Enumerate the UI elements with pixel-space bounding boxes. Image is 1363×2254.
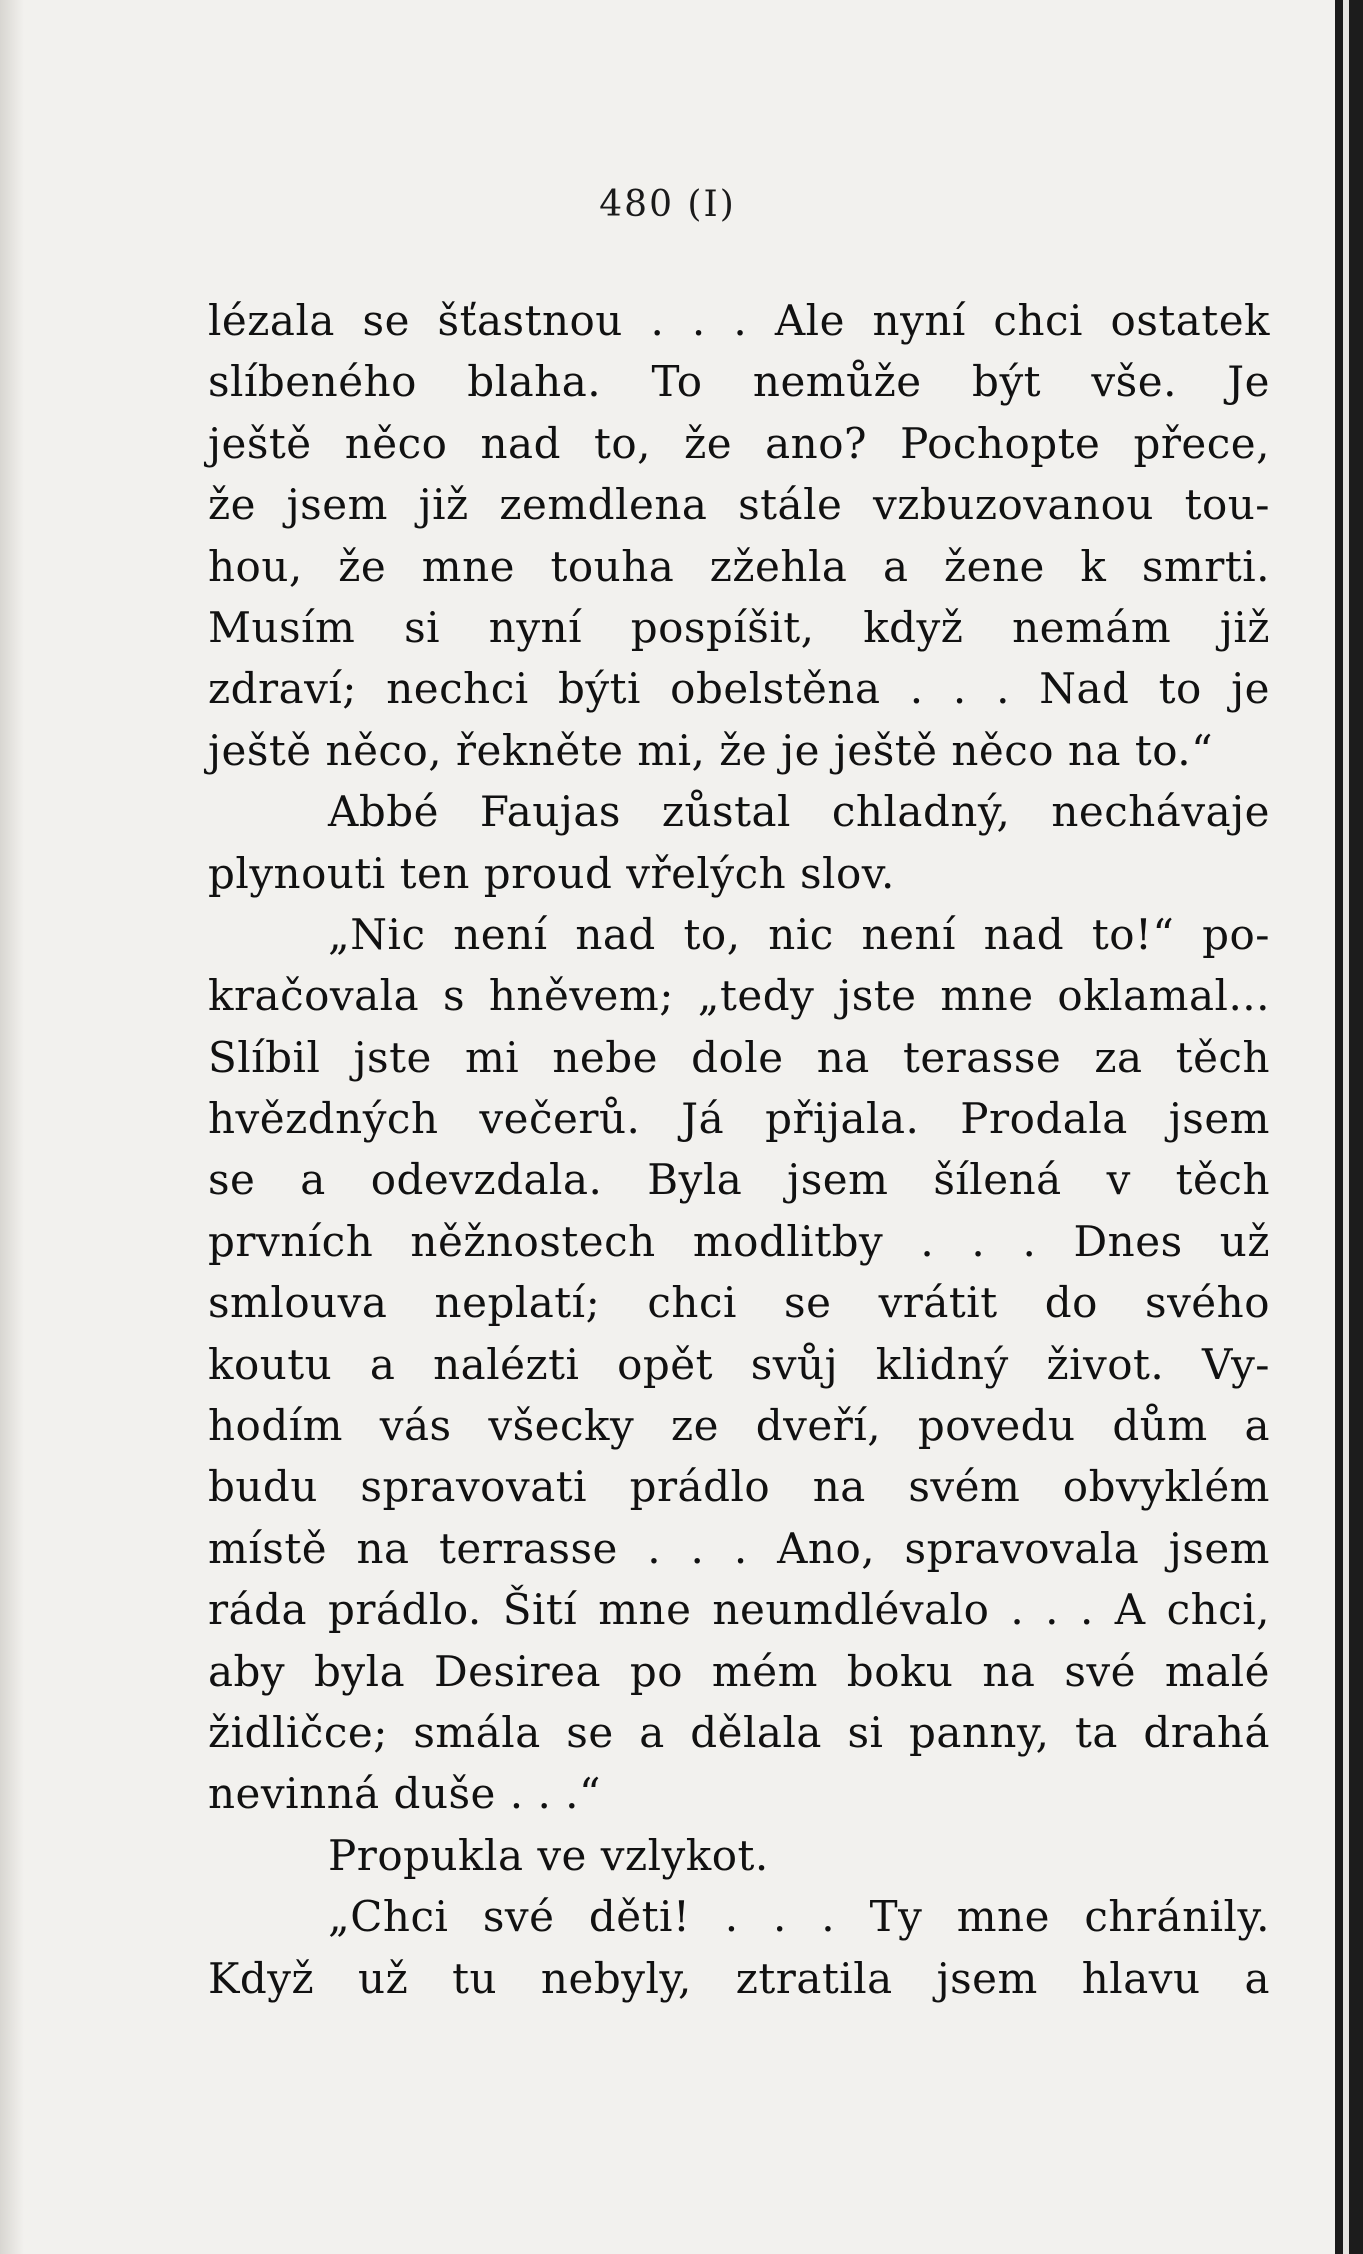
text-line: Musím si nyní pospíšit, když nemám již [208, 602, 1270, 652]
text-line: prvních něžnostech modlitby . . . Dnes už [208, 1216, 1270, 1266]
text-line: že jsem již zemdlena stále vzbuzovanou tou- [208, 480, 1270, 530]
text-line: hodím vás všecky ze dveří, povedu dům a [208, 1401, 1270, 1451]
text-line: koutu a nalézti opět svůj klidný život. Vy- [208, 1339, 1270, 1389]
text-line: slíbeného blaha. To nemůže být vše. Je [208, 357, 1270, 407]
page-number: 480 (I) [599, 184, 736, 225]
text-line: nevinná duše . . .“ [208, 1769, 601, 1819]
text-line: hvězdných večerů. Já přijala. Prodala jsem [208, 1094, 1270, 1144]
text-line: zdraví; nechci býti obelstěna . . . Nad to je [208, 664, 1270, 714]
text-line: Abbé Faujas zůstal chladný, nechávaje [328, 787, 1270, 837]
text-line: „Chci své děti! . . . Ty mne chránily. [328, 1892, 1270, 1942]
text-line: budu spravovati prádlo na svém obvyklém [208, 1462, 1270, 1512]
scan-edge [1335, 0, 1363, 2254]
text-line: se a odevzdala. Byla jsem šílená v těch [208, 1155, 1270, 1205]
text-line: aby byla Desirea po mém boku na své malé [208, 1646, 1270, 1696]
text-line: smlouva neplatí; chci se vrátit do svého [208, 1278, 1270, 1328]
text-line: Když už tu nebyly, ztratila jsem hlavu a [208, 1953, 1270, 2003]
body-text [208, 290, 1270, 2009]
text-line: židličce; smála se a dělala si panny, ta drahá [208, 1707, 1270, 1757]
text-line: Slíbil jste mi nebe dole na terasse za těch [208, 1032, 1270, 1082]
text-line: ráda prádlo. Šití mne neumdlévalo . . . A chci, [208, 1585, 1270, 1635]
text-line: Propukla ve vzlykot. [328, 1830, 769, 1880]
text-line: lézala se šťastnou . . . Ale nyní chci ostatek [208, 296, 1270, 345]
text-line: plynouti ten proud vřelých slov. [208, 848, 895, 898]
text-line: ještě něco nad to, že ano? Pochopte přece, [208, 418, 1270, 468]
text-line: kračovala s hněvem; „tedy jste mne oklamal... [208, 971, 1270, 1021]
text-line: hou, že mne touha zžehla a žene k smrti. [208, 541, 1270, 591]
text-line: „Nic není nad to, nic není nad to!“ po- [328, 909, 1270, 959]
text-line: místě na terrasse . . . Ano, spravovala jsem [208, 1523, 1270, 1573]
text-line: ještě něco, řekněte mi, že je ještě něco na to.“ [208, 725, 1214, 775]
